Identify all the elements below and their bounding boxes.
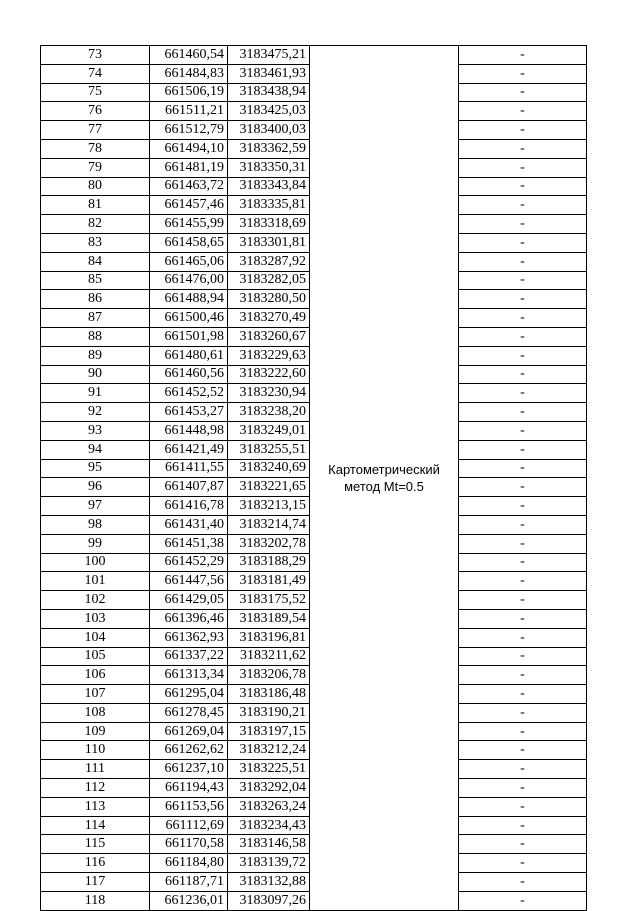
x-coordinate-cell: 661447,56 xyxy=(150,572,228,591)
note-cell: - xyxy=(459,797,587,816)
coordinates-table xyxy=(40,45,587,911)
x-coordinate-cell: 661187,71 xyxy=(150,873,228,892)
note-cell: - xyxy=(459,515,587,534)
point-number-cell: 107 xyxy=(41,685,150,704)
note-cell: - xyxy=(459,83,587,102)
y-coordinate-cell: 3183301,81 xyxy=(228,233,310,252)
x-coordinate-cell: 661236,01 xyxy=(150,891,228,910)
point-number-cell: 75 xyxy=(41,83,150,102)
point-number-cell: 81 xyxy=(41,196,150,215)
note-cell: - xyxy=(459,64,587,83)
y-coordinate-cell: 3183139,72 xyxy=(228,854,310,873)
note-cell: - xyxy=(459,459,587,478)
note-cell: - xyxy=(459,628,587,647)
note-cell: - xyxy=(459,440,587,459)
y-coordinate-cell: 3183175,52 xyxy=(228,591,310,610)
y-coordinate-cell: 3183214,74 xyxy=(228,515,310,534)
point-number-cell: 87 xyxy=(41,309,150,328)
x-coordinate-cell: 661460,56 xyxy=(150,365,228,384)
point-number-cell: 85 xyxy=(41,271,150,290)
y-coordinate-cell: 3183280,50 xyxy=(228,290,310,309)
point-number-cell: 114 xyxy=(41,816,150,835)
note-cell: - xyxy=(459,854,587,873)
x-coordinate-cell: 661431,40 xyxy=(150,515,228,534)
note-cell: - xyxy=(459,327,587,346)
y-coordinate-cell: 3183255,51 xyxy=(228,440,310,459)
method-cell xyxy=(310,46,459,911)
note-cell: - xyxy=(459,647,587,666)
y-coordinate-cell: 3183249,01 xyxy=(228,421,310,440)
y-coordinate-cell: 3183202,78 xyxy=(228,534,310,553)
y-coordinate-cell: 3183238,20 xyxy=(228,403,310,422)
note-cell: - xyxy=(459,572,587,591)
note-cell: - xyxy=(459,121,587,140)
coordinates-table-body xyxy=(41,46,587,911)
point-number-cell: 78 xyxy=(41,139,150,158)
note-cell: - xyxy=(459,741,587,760)
x-coordinate-cell: 661458,65 xyxy=(150,233,228,252)
note-cell: - xyxy=(459,609,587,628)
y-coordinate-cell: 3183260,67 xyxy=(228,327,310,346)
note-cell: - xyxy=(459,478,587,497)
note-cell: - xyxy=(459,816,587,835)
x-coordinate-cell: 661501,98 xyxy=(150,327,228,346)
note-cell: - xyxy=(459,252,587,271)
point-number-cell: 105 xyxy=(41,647,150,666)
x-coordinate-cell: 661184,80 xyxy=(150,854,228,873)
y-coordinate-cell: 3183234,43 xyxy=(228,816,310,835)
point-number-cell: 100 xyxy=(41,553,150,572)
x-coordinate-cell: 661494,10 xyxy=(150,139,228,158)
x-coordinate-cell: 661407,87 xyxy=(150,478,228,497)
y-coordinate-cell: 3183343,84 xyxy=(228,177,310,196)
y-coordinate-cell: 3183270,49 xyxy=(228,309,310,328)
y-coordinate-cell: 3183181,49 xyxy=(228,572,310,591)
x-coordinate-cell: 661313,34 xyxy=(150,666,228,685)
note-cell: - xyxy=(459,215,587,234)
note-cell: - xyxy=(459,384,587,403)
x-coordinate-cell: 661295,04 xyxy=(150,685,228,704)
note-cell: - xyxy=(459,290,587,309)
note-cell: - xyxy=(459,591,587,610)
note-cell: - xyxy=(459,873,587,892)
y-coordinate-cell: 3183196,81 xyxy=(228,628,310,647)
x-coordinate-cell: 661476,00 xyxy=(150,271,228,290)
point-number-cell: 111 xyxy=(41,760,150,779)
y-coordinate-cell: 3183221,65 xyxy=(228,478,310,497)
x-coordinate-cell: 661453,27 xyxy=(150,403,228,422)
y-coordinate-cell: 3183287,92 xyxy=(228,252,310,271)
note-cell: - xyxy=(459,497,587,516)
x-coordinate-cell: 661512,79 xyxy=(150,121,228,140)
point-number-cell: 96 xyxy=(41,478,150,497)
point-number-cell: 80 xyxy=(41,177,150,196)
x-coordinate-cell: 661112,69 xyxy=(150,816,228,835)
y-coordinate-cell: 3183292,04 xyxy=(228,779,310,798)
y-coordinate-cell: 3183097,26 xyxy=(228,891,310,910)
x-coordinate-cell: 661452,52 xyxy=(150,384,228,403)
note-cell: - xyxy=(459,779,587,798)
point-number-cell: 118 xyxy=(41,891,150,910)
point-number-cell: 84 xyxy=(41,252,150,271)
note-cell: - xyxy=(459,158,587,177)
note-cell: - xyxy=(459,835,587,854)
x-coordinate-cell: 661416,78 xyxy=(150,497,228,516)
x-coordinate-cell: 661262,62 xyxy=(150,741,228,760)
x-coordinate-cell: 661460,54 xyxy=(150,46,228,65)
point-number-cell: 112 xyxy=(41,779,150,798)
point-number-cell: 94 xyxy=(41,440,150,459)
x-coordinate-cell: 661480,61 xyxy=(150,346,228,365)
point-number-cell: 88 xyxy=(41,327,150,346)
x-coordinate-cell: 661451,38 xyxy=(150,534,228,553)
y-coordinate-cell: 3183282,05 xyxy=(228,271,310,290)
x-coordinate-cell: 661337,22 xyxy=(150,647,228,666)
point-number-cell: 90 xyxy=(41,365,150,384)
y-coordinate-cell: 3183186,48 xyxy=(228,685,310,704)
point-number-cell: 83 xyxy=(41,233,150,252)
x-coordinate-cell: 661170,58 xyxy=(150,835,228,854)
x-coordinate-cell: 661465,06 xyxy=(150,252,228,271)
x-coordinate-cell: 661429,05 xyxy=(150,591,228,610)
y-coordinate-cell: 3183132,88 xyxy=(228,873,310,892)
y-coordinate-cell: 3183263,24 xyxy=(228,797,310,816)
y-coordinate-cell: 3183240,69 xyxy=(228,459,310,478)
x-coordinate-cell: 661500,46 xyxy=(150,309,228,328)
point-number-cell: 98 xyxy=(41,515,150,534)
point-number-cell: 82 xyxy=(41,215,150,234)
x-coordinate-cell: 661396,46 xyxy=(150,609,228,628)
point-number-cell: 79 xyxy=(41,158,150,177)
point-number-cell: 101 xyxy=(41,572,150,591)
note-cell: - xyxy=(459,365,587,384)
x-coordinate-cell: 661448,98 xyxy=(150,421,228,440)
x-coordinate-cell: 661421,49 xyxy=(150,440,228,459)
point-number-cell: 76 xyxy=(41,102,150,121)
note-cell: - xyxy=(459,271,587,290)
x-coordinate-cell: 661278,45 xyxy=(150,703,228,722)
x-coordinate-cell: 661362,93 xyxy=(150,628,228,647)
y-coordinate-cell: 3183188,29 xyxy=(228,553,310,572)
note-cell: - xyxy=(459,309,587,328)
point-number-cell: 116 xyxy=(41,854,150,873)
point-number-cell: 74 xyxy=(41,64,150,83)
y-coordinate-cell: 3183425,03 xyxy=(228,102,310,121)
x-coordinate-cell: 661452,29 xyxy=(150,553,228,572)
y-coordinate-cell: 3183189,54 xyxy=(228,609,310,628)
note-cell: - xyxy=(459,666,587,685)
point-number-cell: 108 xyxy=(41,703,150,722)
x-coordinate-cell: 661463,72 xyxy=(150,177,228,196)
note-cell: - xyxy=(459,196,587,215)
note-cell: - xyxy=(459,703,587,722)
point-number-cell: 106 xyxy=(41,666,150,685)
y-coordinate-cell: 3183229,63 xyxy=(228,346,310,365)
y-coordinate-cell: 3183146,58 xyxy=(228,835,310,854)
point-number-cell: 95 xyxy=(41,459,150,478)
note-cell: - xyxy=(459,421,587,440)
x-coordinate-cell: 661488,94 xyxy=(150,290,228,309)
note-cell: - xyxy=(459,177,587,196)
y-coordinate-cell: 3183362,59 xyxy=(228,139,310,158)
note-cell: - xyxy=(459,553,587,572)
y-coordinate-cell: 3183400,03 xyxy=(228,121,310,140)
point-number-cell: 103 xyxy=(41,609,150,628)
y-coordinate-cell: 3183190,21 xyxy=(228,703,310,722)
point-number-cell: 86 xyxy=(41,290,150,309)
method-accuracy: метод Mt=0.5 xyxy=(344,478,424,494)
y-coordinate-cell: 3183461,93 xyxy=(228,64,310,83)
note-cell: - xyxy=(459,139,587,158)
y-coordinate-cell: 3183438,94 xyxy=(228,83,310,102)
y-coordinate-cell: 3183212,24 xyxy=(228,741,310,760)
y-coordinate-cell: 3183318,69 xyxy=(228,215,310,234)
point-number-cell: 89 xyxy=(41,346,150,365)
note-cell: - xyxy=(459,891,587,910)
x-coordinate-cell: 661455,99 xyxy=(150,215,228,234)
point-number-cell: 97 xyxy=(41,497,150,516)
y-coordinate-cell: 3183211,62 xyxy=(228,647,310,666)
note-cell: - xyxy=(459,46,587,65)
y-coordinate-cell: 3183222,60 xyxy=(228,365,310,384)
point-number-cell: 115 xyxy=(41,835,150,854)
point-number-cell: 117 xyxy=(41,873,150,892)
note-cell: - xyxy=(459,233,587,252)
note-cell: - xyxy=(459,760,587,779)
x-coordinate-cell: 661484,83 xyxy=(150,64,228,83)
point-number-cell: 102 xyxy=(41,591,150,610)
x-coordinate-cell: 661411,55 xyxy=(150,459,228,478)
point-number-cell: 91 xyxy=(41,384,150,403)
y-coordinate-cell: 3183206,78 xyxy=(228,666,310,685)
point-number-cell: 104 xyxy=(41,628,150,647)
point-number-cell: 73 xyxy=(41,46,150,65)
point-number-cell: 113 xyxy=(41,797,150,816)
note-cell: - xyxy=(459,685,587,704)
point-number-cell: 109 xyxy=(41,722,150,741)
x-coordinate-cell: 661194,43 xyxy=(150,779,228,798)
y-coordinate-cell: 3183225,51 xyxy=(228,760,310,779)
point-number-cell: 110 xyxy=(41,741,150,760)
y-coordinate-cell: 3183197,15 xyxy=(228,722,310,741)
method-name: Картометрический xyxy=(328,461,440,477)
x-coordinate-cell: 661153,56 xyxy=(150,797,228,816)
x-coordinate-cell: 661269,04 xyxy=(150,722,228,741)
note-cell: - xyxy=(459,102,587,121)
point-number-cell: 92 xyxy=(41,403,150,422)
note-cell: - xyxy=(459,346,587,365)
point-number-cell: 99 xyxy=(41,534,150,553)
x-coordinate-cell: 661457,46 xyxy=(150,196,228,215)
note-cell: - xyxy=(459,534,587,553)
table-row xyxy=(41,46,587,65)
y-coordinate-cell: 3183230,94 xyxy=(228,384,310,403)
point-number-cell: 93 xyxy=(41,421,150,440)
x-coordinate-cell: 661481,19 xyxy=(150,158,228,177)
point-number-cell: 77 xyxy=(41,121,150,140)
y-coordinate-cell: 3183475,21 xyxy=(228,46,310,65)
y-coordinate-cell: 3183213,15 xyxy=(228,497,310,516)
note-cell: - xyxy=(459,403,587,422)
x-coordinate-cell: 661506,19 xyxy=(150,83,228,102)
y-coordinate-cell: 3183335,81 xyxy=(228,196,310,215)
note-cell: - xyxy=(459,722,587,741)
y-coordinate-cell: 3183350,31 xyxy=(228,158,310,177)
x-coordinate-cell: 661237,10 xyxy=(150,760,228,779)
x-coordinate-cell: 661511,21 xyxy=(150,102,228,121)
